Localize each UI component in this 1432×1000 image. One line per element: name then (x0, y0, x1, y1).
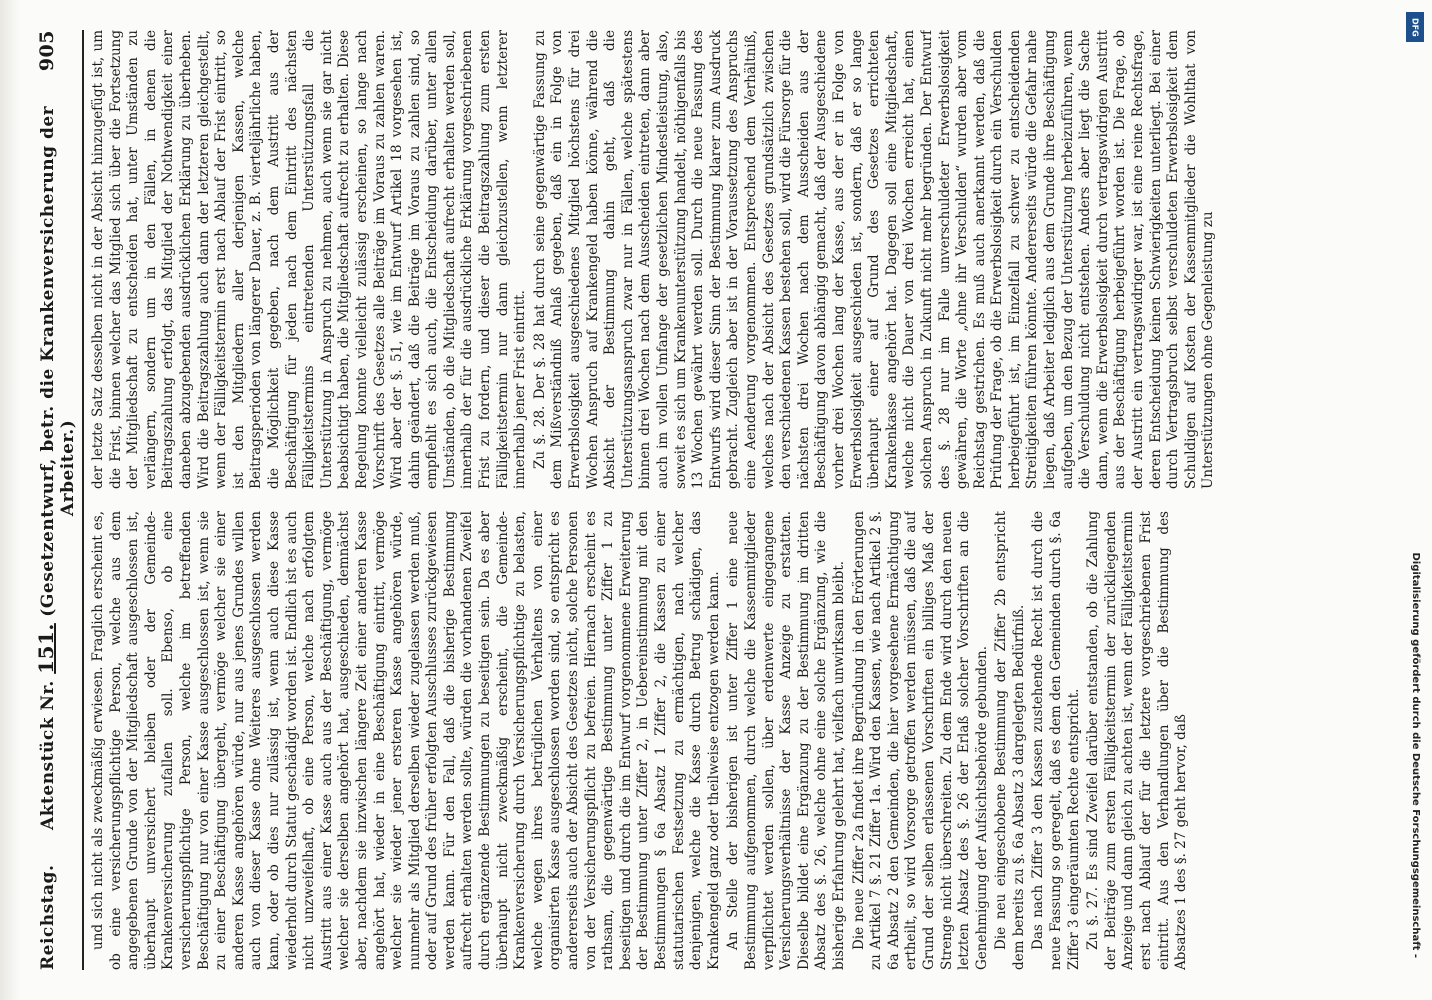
text-columns (90, 30, 1430, 970)
credit-strip (1404, 8, 1426, 988)
paragraph: Die neu eingeschobene Bestimmung der Ziffer 2b entspricht dem bereits zu §. 6a Absatz 3 dargelegten Bedürfniß. (993, 511, 1027, 970)
page-number: 905 (36, 30, 58, 72)
header-subject: (Gesetzentwurf, betr. die Krankenversicherung der Arbeiter.) (38, 105, 78, 617)
page-header (34, 30, 84, 970)
column-left (90, 511, 1430, 970)
paragraph: der letzte Satz desselben nicht in der Absicht hinzugefügt ist, um die Frist, binnen welcher das Mitglied sich über die Fortsetzung der Mitgliedschaft zu entscheiden hat, unter Umständen zu verlängern, sondern um in den Fällen, in denen die Beitragszahlung erfolgt, das Mitglied der Nothwendigkeit einer daneben abzugebenden ausdrücklichen Erklärung zu überheben. Wird die Beitragszahlung auch dann der letzteren gleichgestellt, wenn der Fälligkeitstermin erst nach Ablauf der Frist eintritt, so ist den Mitgliedern aller derjenigen Kassen, welche Beitragsperioden von längerer Dauer, z. B. vierteljährliche haben, die Möglichkeit gegeben, nach dem Austritt aus der Beschäftigung für jeden nach dem Eintritt des nächsten Fälligkeitstermins eintretenden Unterstützungsfall die Unterstützung in Anspruch zu nehmen, auch wenn sie gar nicht beabsichtigt haben, die Mitgliedschaft aufrecht zu erhalten. Diese Regelung konnte vielleicht zulässig erscheinen, so lange nach Vorschrift des Gesetzes alle Beiträge im Voraus zu zahlen waren. Wird aber der §. 51, wie im Entwurf Artikel 18 vorgesehen ist, dahin geändert, daß die Beiträge im Voraus zu zahlen sind, so empfiehlt es sich auch, die Entscheidung darüber, unter allen Umständen, ob die Mitgliedschaft aufrecht erhalten werden soll, innerhalb der für die ausdrückliche Erklärung vorgeschriebenen Frist zu fordern, und dieser die Beitragszahlung zum ersten Fälligkeitstermin nur dann gleichzustellen, wenn letzterer innerhalb jener Frist eintritt. (90, 30, 529, 489)
dfg-logo: DFG (1406, 12, 1424, 42)
paragraph: Zu §. 27. Es sind Zweifel darüber entstanden, ob die Zahlung der Beiträge zum ersten Fälligkeitstermin der zurückliegenden Anzeige und dann gleich zu achten ist, wenn der Fälligkeitstermin erst nach Ablauf der für die letztere vorgeschriebenen Frist eintritt. Aus den Verhandlungen über die Bestimmung des Absatzes 1 des §. 27 geht hervor, daß (1085, 511, 1190, 970)
paragraph: Zu §. 28. Der §. 28 hat durch seine gegenwärtige Fassung zu dem Mißverständniß Anlaß gegeben, daß ein in Folge von Erwerbslosigkeit ausgeschiedenes Mitglied höchstens für drei Wochen Anspruch auf Krankengeld haben könne, während die Absicht der Bestimmung dahin geht, daß die Unterstützungsanspruch zwar nur in Fällen, welche spätestens binnen drei Wochen nach dem Ausscheiden eintreten, dann aber auch im vollen Umfange der gesetzlichen Mindestleistung, also, soweit es sich um Krankenunterstützung handelt, nöthigenfalls bis 13 Wochen gewährt werden soll. Durch die neue Fassung des Entwurfs wird dieser Sinn der Bestimmung klarer zum Ausdruck gebracht. Zugleich aber ist in der Voraussetzung des Anspruchs eine Aenderung vorgenommen. Entsprechend dem Verhältniß, welches nach der Absicht des Gesetzes grundsätzlich zwischen den verschiedenen Kassen bestehen soll, wird die Fürsorge für die nächsten drei Wochen nach dem Ausscheiden aus der Beschäftigung davon abhängig gemacht, daß der Ausgeschiedene vorher drei Wochen lang der Kasse, aus der er in Folge von Erwerbslosigkeit ausgeschieden ist, sondern, daß er so lange überhaupt einer auf Grund des Gesetzes errichteten Krankenkasse angehört hat. Dagegen soll eine Mitgliedschaft, welche nicht die Dauer von drei Wochen erreicht hat, einen solchen Anspruch in Zukunft nicht mehr begründen. Der Entwurf des §. 28 nur im Falle unverschuldeter Erwerbslosigkeit gewähren, die Worte „ohne ihr Verschulden“ wurden aber vom Reichstag gestrichen. Es muß auch anerkannt werden, daß die Prüfung der Frage, ob die Erwerbslosigkeit durch ein Verschulden herbeigeführt ist, im Einzelfall zu schwer zu entscheidenden Streitigkeiten führen könnte. Andererseits würde die Gefahr nahe liegen, daß Arbeiter lediglich aus dem Grunde ihre Beschäftigung aufgeben, um den Bezug der Unterstützung herbeizuführen, wenn die Verschuldung nicht entstehen. Anders aber liegt die Sache dann, wenn die Erwerbslosigkeit durch vertragswidrigen Austritt aus der Beschäftigung herbeigeführt worden ist. Die Frage, ob der Austritt ein vertragswidriger war, ist eine reine Rechtsfrage, deren Entscheidung keinen Schwierigkeiten unterliegt. Bei einer durch Vertragsbruch selbst verschuldeten Erwerbslosigkeit dem Schuldigen auf Kosten der Kassenmitglieder die Wohlthat von Unterstützungen ohne Gegenleistung zu (531, 30, 1217, 489)
paragraph: An Stelle der bisherigen ist unter Ziffer 1 eine neue Bestimmung aufgenommen, durch welche die Kassenmitglieder verpflichtet werden sollen, über erdenwerte eingegangene Versicherungsverhältnisse der Kasse Anzeige zu erstatten. Dieselbe bildet eine Ergänzung zu der Bestimmung im dritten Absatz des §. 26, welche ohne eine solche Ergänzung, wie die bisherige Erfahrung gelehrt hat, vielfach unwirksam bleibt. (725, 511, 847, 970)
paragraph: und sich nicht als zweckmäßig erwiesen. Fraglich erscheint es, ob eine versicherungspflichtige Person, welche aus dem angegebenen Grunde von der Mitgliedschaft ausgeschlossen ist, überhaupt unversichert bleiben oder der Gemeinde-Krankenversicherung zufallen soll. Ebenso, ob eine versicherungspflichtige Person, welche im betreffenden Beschäftigung nur von einer Kasse ausgeschlossen ist, wenn sie zu einer Beschäftigung übergeht, vermöge welcher sie einer anderen Kasse angehören würde, nur aus jenes Grundes willen auch von dieser Kasse ohne Weiteres ausgeschlossen werden kann, oder ob dies nur zulässig ist, wenn auch diese Kasse wiederholt durch Statut geschädigt worden ist. Endlich ist es auch nicht unzweifelhaft, ob eine Person, welche nach erfolgtem Austritt aus einer Kasse auch aus der Beschäftigung, vermöge welcher sie derselben angehört hat, ausgeschieden, demnächst aber, nachdem sie inzwischen längere Zeit einer anderen Kasse angehört hat, wieder in eine Beschäftigung eintritt, vermöge welcher sie wieder jener ersteren Kasse angehören würde, nunmehr als Mitglied derselben wieder zugelassen werden muß, oder auf Grund des früher erfolgten Ausschlusses zurückgewiesen werden kann. Für den Fall, daß die bisherige Bestimmung aufrecht erhalten werden sollte, würden die vorhandenen Zweifel durch ergänzende Bestimmungen zu beseitigen sein. Da es aber überhaupt nicht zweckmäßig erscheint, die Gemeinde-Krankenversicherung durch Versicherungspflichtige zu belasten, welche wegen ihres betrüglichen Verhaltens von einer organisirten Kasse ausgeschlossen worden sind, so entspricht es andererseits auch der Absicht des Gesetzes nicht, solche Personen von der Versicherungspflicht zu befreien. Hiernach erscheint es rathsam, die gegenwärtige Bestimmung unter Ziffer 1 zu beseitigen und durch die im Entwurf vorgenommene Erweiterung der Bestimmung unter Ziffer 2, in Uebereinstimmung mit den Bestimmungen § 6a Absatz 1 Ziffer 2, die Kassen zu einer statutarischen Festsetzung zu ermächtigen, nach welcher denjenigen, welche die Kasse durch Betrug schädigen, das Krankengeld ganz oder theilweise entzogen werden kann. (90, 511, 722, 970)
column-right (90, 30, 1430, 489)
header-prefix: Aktenstück Nr. (38, 680, 58, 830)
paragraph: Die neue Ziffer 2a findet ihre Begründung in den Erörterungen zu Artikel 7 §. 21 Ziffer 1a. Wird den Kassen, wie nach Artikel 2 §. 6a Absatz 2 den Gemeinden, die hier vorgesehene Ermächtigung ertheilt, so wird Vorsorge getroffen werden müssen, daß die auf Grund der selben erlassenen Vorschriften ein billiges Maß der Strenge nicht überschreiten. Zu dem Ende wird durch den neuen letzten Absatz des §. 26 der Erlaß solcher Vorschriften an die Genehmigung der Aufsichtsbehörde gebunden. (850, 511, 990, 970)
document-number: 151. (34, 623, 58, 674)
header-title (34, 71, 78, 864)
header-left: Reichstag. (38, 864, 58, 970)
rotated-page-content (6, 20, 1426, 980)
credit-text: Digitalisierung gefördert durch die Deutsche Forschungsgemeinschaft - (1410, 552, 1421, 958)
paragraph: Das nach Ziffer 3 den Kassen zustehende Recht ist durch die neue Fassung so geregelt, daß es dem den Gemeinden durch §. 6a Ziffer 3 eingeräumten Rechte entspricht. (1030, 511, 1082, 970)
